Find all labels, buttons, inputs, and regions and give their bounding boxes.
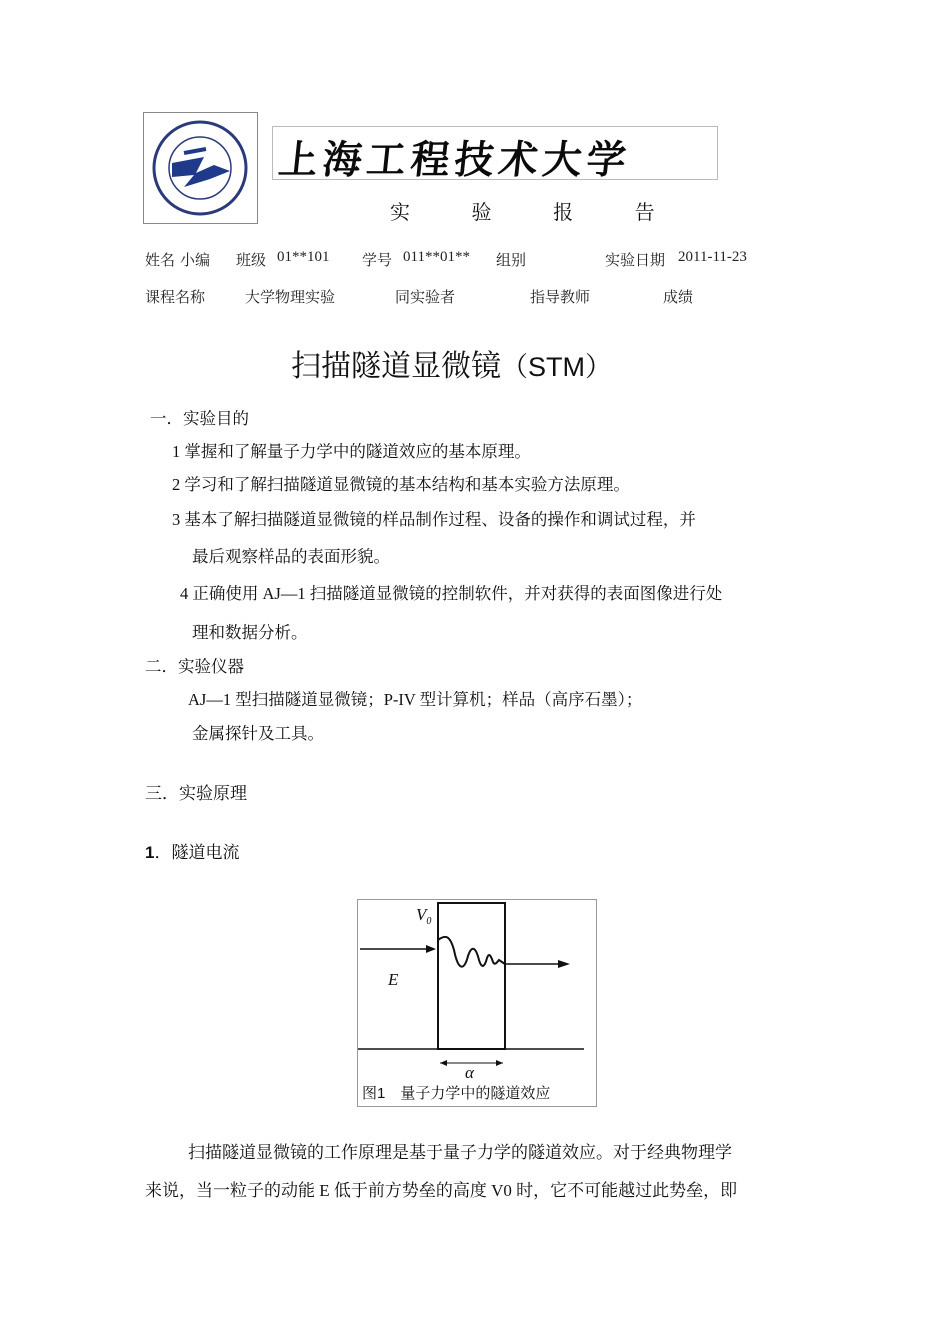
equipment-line: 金属探针及工具。 xyxy=(192,724,324,743)
label-v0: $V_0$ xyxy=(416,905,432,927)
course-value: 大学物理实验 xyxy=(245,290,336,306)
page-title xyxy=(291,341,612,385)
outgoing-arrowhead xyxy=(558,960,570,968)
barrier-rect xyxy=(438,903,505,1049)
section2-heading: 二．实验仪器 xyxy=(145,657,244,676)
university-name: 上海工程技术大学 xyxy=(276,137,634,183)
tunnel-effect-figure xyxy=(357,899,597,1107)
date-label: 实验日期 xyxy=(605,253,666,269)
section3-heading: 三．实验原理 xyxy=(145,784,247,803)
name-value: 小编 xyxy=(180,253,211,269)
decaying-wave xyxy=(438,937,505,967)
width-arrow-left xyxy=(440,1060,447,1066)
width-arrow-right xyxy=(496,1060,503,1066)
paragraph-line: 来说，当一粒子的动能 E 低于前方势垒的高度 V0 时，它不可能越过此势垒，即 xyxy=(145,1181,738,1200)
university-seal-icon xyxy=(144,113,257,223)
tunnel-barrier-diagram xyxy=(358,900,596,1106)
group-label: 组别 xyxy=(496,253,527,269)
report-subtitle: 实 验 报 告 xyxy=(390,202,683,224)
label-e: E xyxy=(388,970,399,989)
equipment-line: AJ—1 型扫描隧道显微镜；P-IV 型计算机；样品（高序石墨）； xyxy=(188,690,643,709)
subsection-heading xyxy=(145,838,239,863)
teacher-label: 指导教师 xyxy=(530,290,591,306)
objective-item: 2 学习和了解扫描隧道显微镜的基本结构和基本实验方法原理。 xyxy=(172,475,630,494)
figure-caption: 图1 量子力学中的隧道效应 xyxy=(362,1085,551,1102)
subsection-number: 1 xyxy=(145,843,155,862)
grade-label: 成绩 xyxy=(663,290,694,306)
title-abbr: （STM） xyxy=(501,352,612,382)
date-value: 2011-11-23 xyxy=(678,249,747,265)
title-chinese: 扫描隧道显微镜 xyxy=(291,350,501,383)
label-a: α xyxy=(465,1063,474,1082)
objective-item: 4 正确使用 AJ—1 扫描隧道显微镜的控制软件，并对获得的表面图像进行处 xyxy=(180,584,723,603)
objective-item-cont: 理和数据分析。 xyxy=(192,623,308,642)
student-id-value: 011**01** xyxy=(403,249,470,265)
section1-heading: 一．实验目的 xyxy=(150,409,249,428)
class-value: 01**101 xyxy=(277,249,330,265)
objective-item-cont: 最后观察样品的表面形貌。 xyxy=(192,547,390,566)
course-label: 课程名称 xyxy=(145,290,206,306)
partner-label: 同实验者 xyxy=(395,290,456,306)
incoming-arrowhead xyxy=(426,945,436,953)
student-id-label: 学号 xyxy=(362,253,393,269)
name-label: 姓名 xyxy=(145,253,176,269)
paragraph-line: 扫描隧道显微镜的工作原理是基于量子力学的隧道效应。对于经典物理学 xyxy=(188,1143,732,1162)
class-label: 班级 xyxy=(236,253,267,269)
objective-item: 3 基本了解扫描隧道显微镜的样品制作过程、设备的操作和调试过程，并 xyxy=(172,510,696,529)
objective-item: 1 掌握和了解量子力学中的隧道效应的基本原理。 xyxy=(172,442,531,461)
university-logo xyxy=(143,112,258,224)
university-name-banner xyxy=(272,126,718,183)
subsection-title: ．隧道电流 xyxy=(154,843,240,862)
